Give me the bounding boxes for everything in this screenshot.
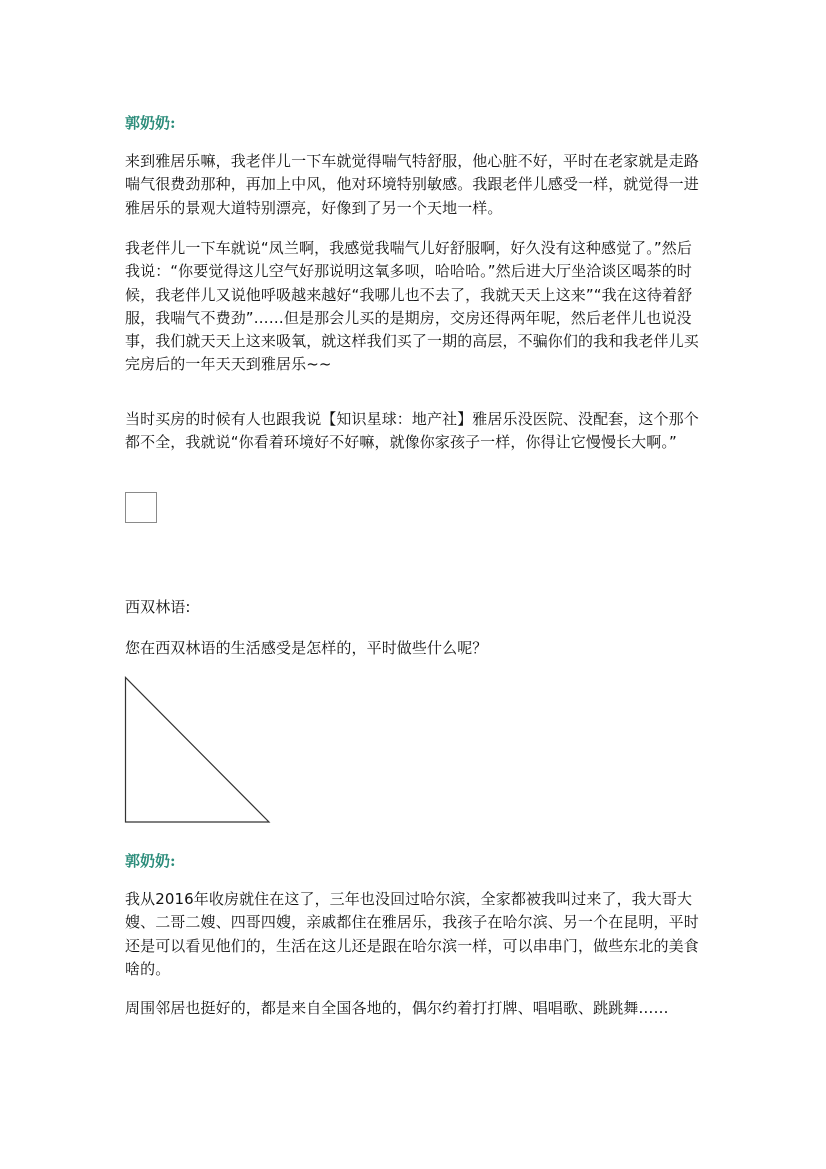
section-heading: 西双林语: — [125, 598, 191, 616]
interview-question: 您在西双林语的生活感受是怎样的，平时做些什么呢？ — [125, 639, 488, 657]
image-placeholder — [125, 492, 157, 523]
paragraph-arrival: 来到雅居乐嘛，我老伴儿一下车就觉得喘气特舒服，他心脏不好，平时在老家就是走路喘气很费劲那种，再加上中风，他对环境特别敏感。我跟老伴儿感受一样，就觉得一进雅居乐的景观大道特别漂亮，好像到了另一个天地一样。 — [125, 152, 699, 217]
paragraph-purchase: 当时买房的时候有人也跟我说【知识星球：地产社】雅居乐没医院、没配套，这个那个都不全，我就说“你看着环境好不好嘛，就像你家孩子一样，你得让它慢慢长大啊。” — [125, 410, 699, 452]
speaker-label: 郭奶奶: — [125, 852, 176, 870]
speaker-label: 郭奶奶: — [125, 114, 176, 132]
paragraph-husband-quote: 我老伴儿一下车就说“凤兰啊，我感觉我喘气儿好舒服啊，好久没有这种感觉了。”然后我说：“你要觉得这儿空气好那说明这氧多呗，哈哈哈。”然后进大厅坐洽谈区喝茶的时候，我老伴儿又说他呼吸越来越好“我哪儿也不去了，我就天天上这来”“我在这待着舒服，我喘气不费劲”……但是那会儿买的是期房，交房还得两年呢，然后老伴儿也说没事，我们就天天上这来吸氧，就这样我们买了一期的高层，不骗你们的我和我老伴儿买完房后的一年天天到雅居乐~~ — [125, 239, 699, 374]
paragraph-daily-life: 我从2016年收房就住在这了，三年也没回过哈尔滨，全家都被我叫过来了，我大哥大嫂、二哥二嫂、四哥四嫂，亲戚都住在雅居乐，我孩子在哈尔滨、另一个在昆明，平时还是可以看见他们的，生活在这儿还是跟在哈尔滨一样，可以串串门，做些东北的美食啥的。 — [125, 890, 699, 978]
triangle-shape — [124, 676, 272, 824]
paragraph-neighbors: 周围邻居也挺好的，都是来自全国各地的，偶尔约着打打牌、唱唱歌、跳跳舞…… — [125, 999, 669, 1017]
